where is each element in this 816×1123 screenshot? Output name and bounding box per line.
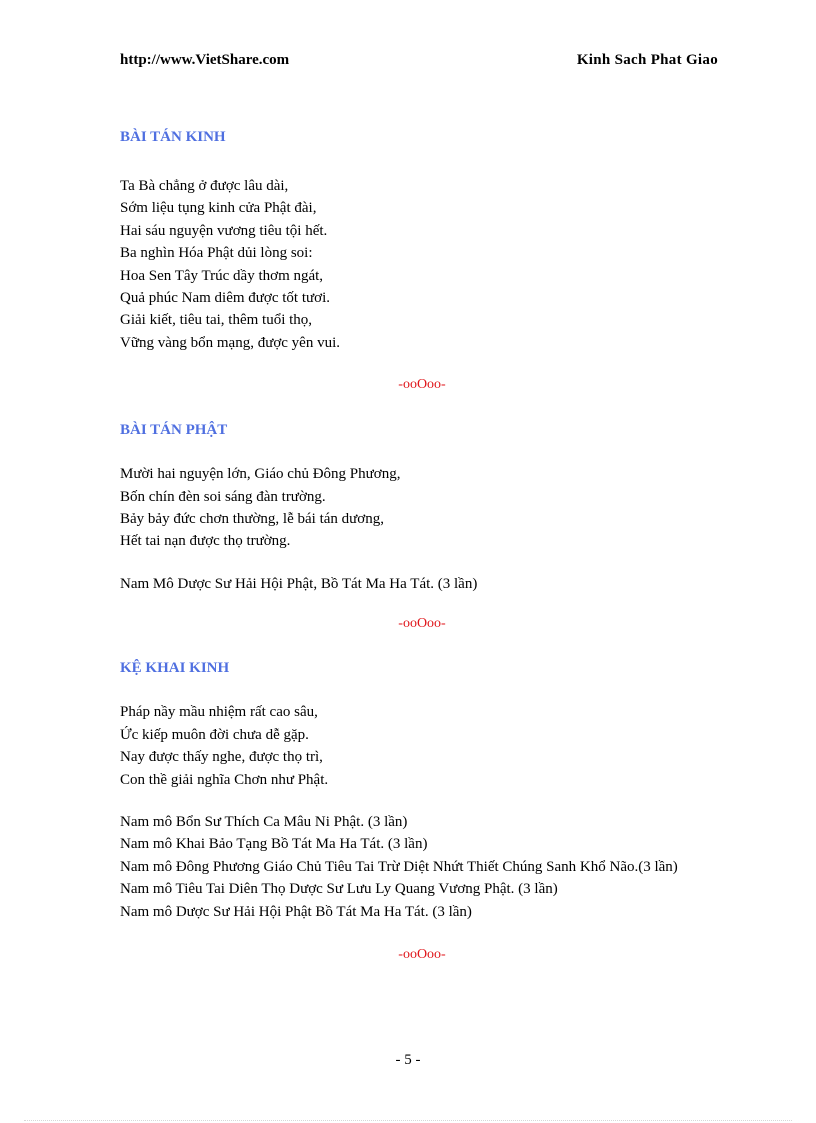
verse-line: Vững vàng bổn mạng, được yên vui. (120, 334, 340, 351)
verse-line: Mười hai nguyện lớn, Giáo chủ Đông Phương, (120, 466, 401, 483)
section-title: KỆ KHAI KINH (120, 660, 230, 677)
section-ke-khai-kinh (120, 657, 724, 966)
section-title: BÀI TÁN PHẬT (120, 422, 228, 439)
verse-line: Ức kiếp muôn đời chưa dễ gặp. (120, 726, 309, 743)
section-divider: -ooOoo- (398, 616, 446, 632)
invocation-block (120, 811, 724, 923)
verse-line: Hai sáu nguyện vương tiêu tội hết. (120, 222, 328, 239)
invocation-line: Nam mô Khai Bảo Tạng Bồ Tát Ma Ha Tát. (3 lần) (120, 836, 428, 853)
invocation-line: Nam Mô Dược Sư Hải Hội Phật, Bồ Tát Ma Ha Tát. (3 lần) (120, 575, 478, 592)
verse-line: Sớm liệu tụng kinh cửa Phật đài, (120, 200, 317, 217)
header-book-title: Kinh Sach Phat Giao (576, 52, 718, 68)
verse-line: Giải kiết, tiêu tai, thêm tuổi thọ, (120, 312, 313, 329)
verse-line: Nay được thấy nghe, được thọ trì, (120, 749, 323, 766)
verse-line: Ta Bà chẳng ở được lâu dài, (120, 178, 289, 194)
verse-line: Quả phúc Nam diêm được tốt tươi. (120, 290, 330, 307)
page-number: - 5 - (395, 1052, 421, 1068)
section-bai-tan-kinh (120, 126, 724, 396)
verse-line: Bảy bảy đức chơn thường, lễ bái tán dương, (120, 511, 384, 528)
invocation-block (120, 573, 724, 595)
verse-line: Hoa Sen Tây Trúc dầy thơm ngát, (120, 267, 324, 284)
section-title: BÀI TÁN KINH (120, 129, 226, 145)
header-site-url: http://www.VietShare.com (120, 52, 290, 68)
verse-line: Bốn chín đèn soi sáng đàn trường. (120, 488, 326, 505)
verse-line: Ba nghìn Hóa Phật dủi lòng soi: (120, 245, 313, 262)
page-header (120, 52, 718, 74)
section-divider: -ooOoo- (398, 946, 446, 962)
invocation-line: Nam mô Bổn Sư Thích Ca Mâu Ni Phật. (3 lần) (120, 813, 408, 830)
section-bai-tan-phat (120, 419, 724, 635)
verse-line: Hết tai nạn được thọ trường. (120, 533, 291, 550)
invocation-line: Nam mô Đông Phương Giáo Chủ Tiêu Tai Trừ Diệt Nhứt Thiết Chúng Sanh Khổ Não.(3 lần) (120, 858, 678, 875)
verse-block (120, 463, 724, 553)
invocation-line: Nam mô Dược Sư Hải Hội Phật Bồ Tát Ma Ha Tát. (3 lần) (120, 903, 472, 920)
invocation-line: Nam mô Tiêu Tai Diên Thọ Dược Sư Lưu Ly Quang Vương Phật. (3 lần) (120, 881, 558, 898)
page-content (120, 126, 724, 966)
verse-line: Con thề giải nghĩa Chơn như Phật. (120, 771, 329, 788)
verse-line: Pháp nầy mầu nhiệm rất cao sâu, (120, 704, 318, 721)
verse-block (120, 175, 724, 354)
section-divider: -ooOoo- (398, 377, 446, 393)
verse-block (120, 701, 724, 791)
page-bottom-rule (24, 1120, 792, 1121)
